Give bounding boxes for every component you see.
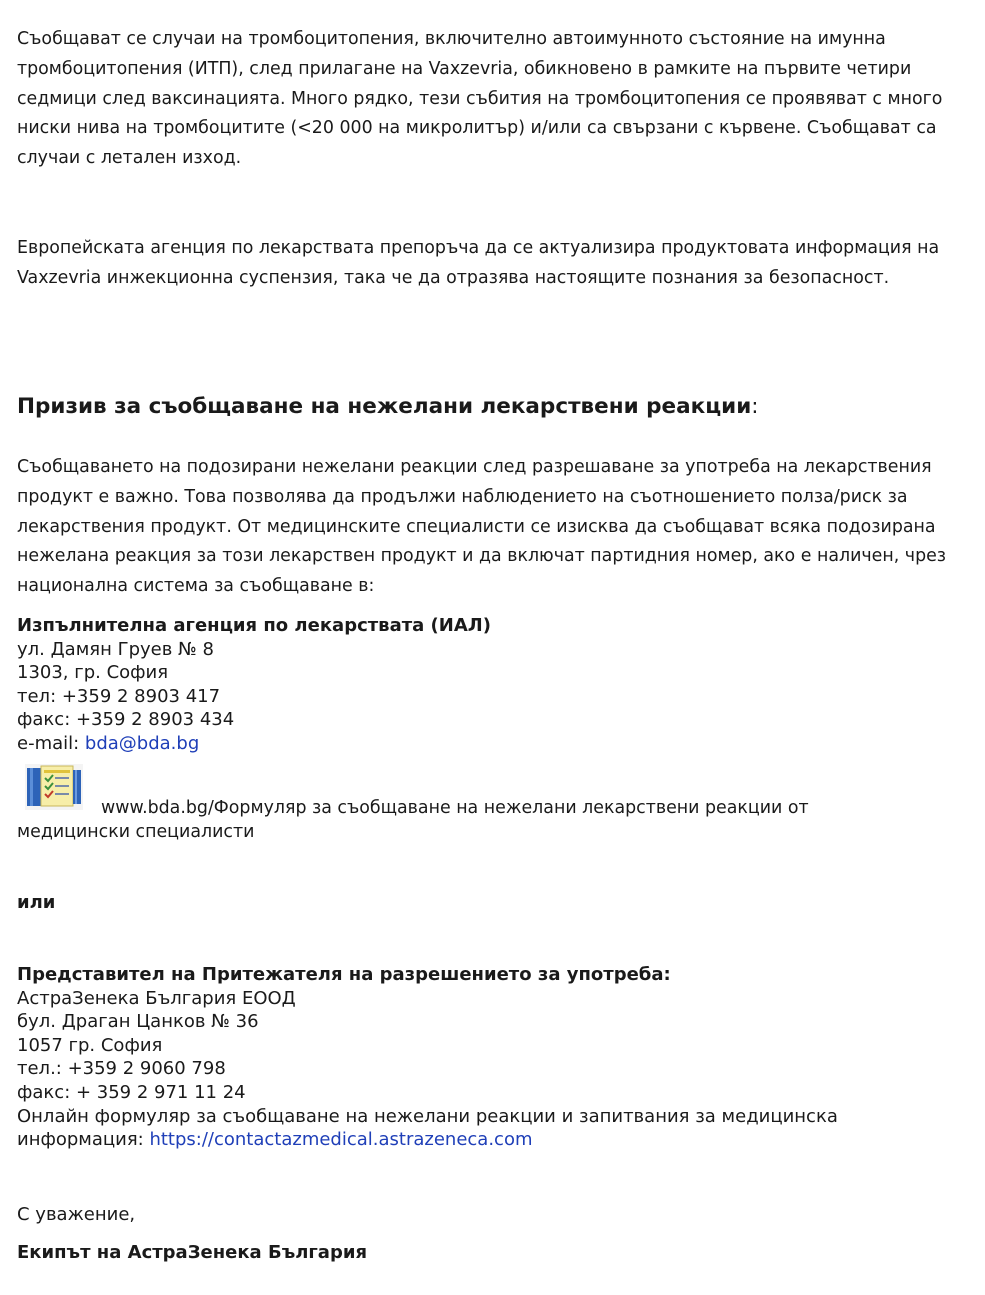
representative-online-line2	[17, 1128, 985, 1152]
agency-contact-block	[17, 614, 985, 756]
or-text: или	[17, 892, 56, 913]
representative-online-link[interactable]: https://contactazmedical.astrazeneca.com	[149, 1129, 533, 1151]
closing-signature	[17, 1241, 985, 1265]
ema-recommendation-paragraph: Европейската агенция по лекарствата препоръча да се актуализира продуктовата информация на Vaxzevria инжекционна суспензия, така че да отразява настоящите познания за безопасност.	[17, 238, 940, 288]
representative-phone: тел.: +359 2 9060 798	[17, 1058, 226, 1080]
agency-city: 1303, гр. София	[17, 662, 169, 684]
reporting-call-heading-colon: :	[751, 394, 759, 419]
regards-text: С уважение,	[17, 1204, 136, 1225]
representative-online-label: информация:	[17, 1129, 150, 1151]
agency-name: Изпълнителна агенция по лекарствата (ИАЛ)	[17, 615, 491, 636]
representative-contact-block	[17, 963, 985, 1152]
agency-phone: тел: +359 2 8903 417	[17, 685, 221, 707]
representative-company: АстраЗенека България ЕООД	[17, 987, 296, 1009]
representative-street: бул. Драган Цанков № 36	[17, 1011, 259, 1033]
agency-email-link[interactable]: bda@bda.bg	[84, 732, 200, 754]
closing-regards	[17, 1203, 985, 1227]
representative-online-text-line1: Онлайн формуляр за съобщаване на нежелани реакции и запитвания за медицинска	[17, 1105, 838, 1127]
representative-heading: Представител на Притежателя на разрешението за употреба:	[17, 964, 671, 985]
agency-form-link-line1[interactable]: www.bda.bg/Формуляр за съобщаване на нежелани лекарствени реакции от	[101, 798, 809, 818]
agency-email-label: e-mail:	[17, 732, 85, 754]
representative-online-text	[17, 1105, 985, 1129]
signature-text: Екипът на АстраЗенека България	[17, 1242, 368, 1263]
agency-email-line	[17, 732, 985, 756]
agency-street: ул. Дамян Груев № 8	[17, 638, 214, 660]
agency-form-link-line2: медицински специалисти	[17, 822, 255, 842]
or-separator	[17, 891, 985, 915]
agency-fax: факс: +359 2 8903 434	[17, 709, 235, 731]
reporting-intro-paragraph: Съобщаването на подозирани нежелани реакции след разрешаване за употреба на лекарствения продукт е важно. Това позволява да продължи наблюдението на съотношението полза/риск за лекарствения продукт. От медицинските специалисти се изисква да съобщават всяка подозирана нежелана реакция за този лекарствен продукт и да включат партидния номер, ако е наличен, чрез национална система за съобщаване в:	[17, 457, 947, 597]
reporting-call-heading	[17, 392, 982, 422]
representative-city: 1057 гр. София	[17, 1034, 163, 1056]
thrombocytopenia-paragraph: Съобщават се случаи на тромбоцитопения, включително автоимунното състояние на имунна тромбоцитопения (ИТП), след прилагане на Vaxzevria, обикновено в рамките на първите четири седмици след ваксинацията. Много рядко, тези събития на тромбоцитопения се проявяват с много ниски нива на тромбоцитите (<20 000 на микролитър) и/или са свързани с кървене. Съобщават са случаи с летален изход.	[17, 29, 943, 169]
agency-form-text	[17, 796, 982, 844]
representative-fax: факс: + 359 2 971 11 24	[17, 1081, 246, 1103]
reporting-call-heading-text: Призив за съобщаване на нежелани лекарствени реакции	[17, 394, 752, 419]
